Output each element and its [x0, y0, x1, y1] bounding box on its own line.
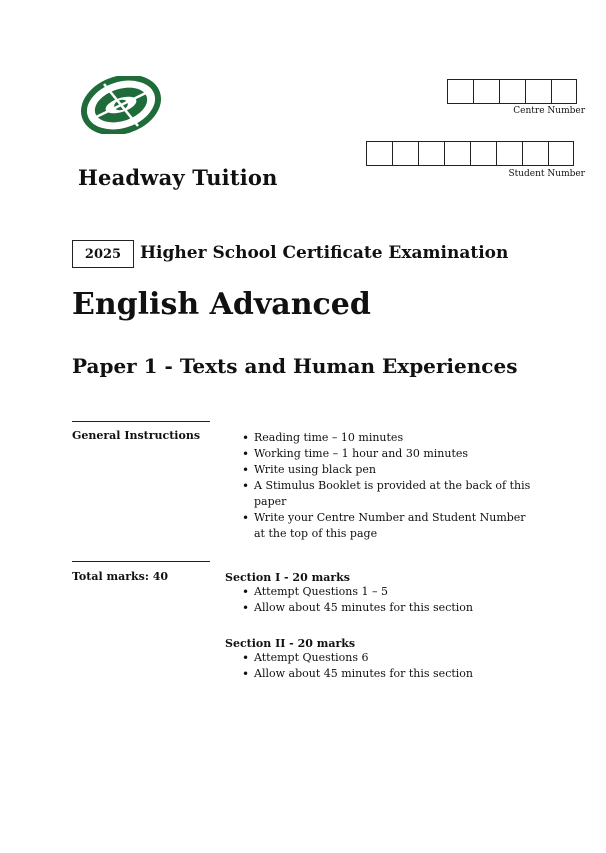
instruction-item: • Write using black pen [242, 462, 540, 478]
subject-title: English Advanced [72, 287, 371, 322]
divider [72, 561, 210, 562]
total-marks-label: Total marks: 40 [72, 570, 169, 583]
exam-title: Higher School Certificate Examination [140, 243, 509, 263]
student-number-digit[interactable] [444, 141, 470, 166]
student-number-digit[interactable] [392, 141, 418, 166]
centre-number-label: Centre Number [513, 106, 585, 116]
instruction-item: • A Stimulus Booklet is provided at the back of this paper [242, 478, 540, 510]
compass-logo-icon [80, 76, 162, 134]
section-item: • Attempt Questions 1 – 5 [242, 584, 542, 600]
section-1-list [242, 584, 542, 616]
student-number-digit[interactable] [470, 141, 496, 166]
centre-number-digit[interactable] [551, 79, 577, 104]
section-item: • Allow about 45 minutes for this section [242, 666, 542, 682]
student-number-digit[interactable] [548, 141, 574, 166]
section-item: • Attempt Questions 6 [242, 650, 542, 666]
divider [72, 421, 210, 422]
student-number-label: Student Number [508, 169, 585, 179]
instruction-item: • Working time – 1 hour and 30 minutes [242, 446, 540, 462]
centre-number-digit[interactable] [499, 79, 525, 104]
instruction-item: • Reading time – 10 minutes [242, 430, 540, 446]
centre-number-boxes[interactable] [447, 79, 577, 104]
paper-title: Paper 1 - Texts and Human Experiences [72, 354, 518, 378]
organisation-name: Headway Tuition [78, 165, 278, 190]
student-number-boxes[interactable] [366, 141, 574, 166]
section-item: • Allow about 45 minutes for this section [242, 600, 542, 616]
student-number-digit[interactable] [418, 141, 444, 166]
section-2-heading: Section II - 20 marks [225, 637, 356, 650]
general-instructions-label: General Instructions [72, 429, 201, 442]
centre-number-digit[interactable] [447, 79, 473, 104]
instruction-item: • Write your Centre Number and Student Number at the top of this page [242, 510, 540, 542]
centre-number-digit[interactable] [473, 79, 499, 104]
section-1-heading: Section I - 20 marks [225, 571, 350, 584]
student-number-digit[interactable] [366, 141, 392, 166]
section-2-list [242, 650, 542, 682]
general-instructions-list [242, 430, 540, 542]
student-number-digit[interactable] [522, 141, 548, 166]
student-number-digit[interactable] [496, 141, 522, 166]
centre-number-digit[interactable] [525, 79, 551, 104]
exam-year: 2025 [72, 240, 134, 268]
